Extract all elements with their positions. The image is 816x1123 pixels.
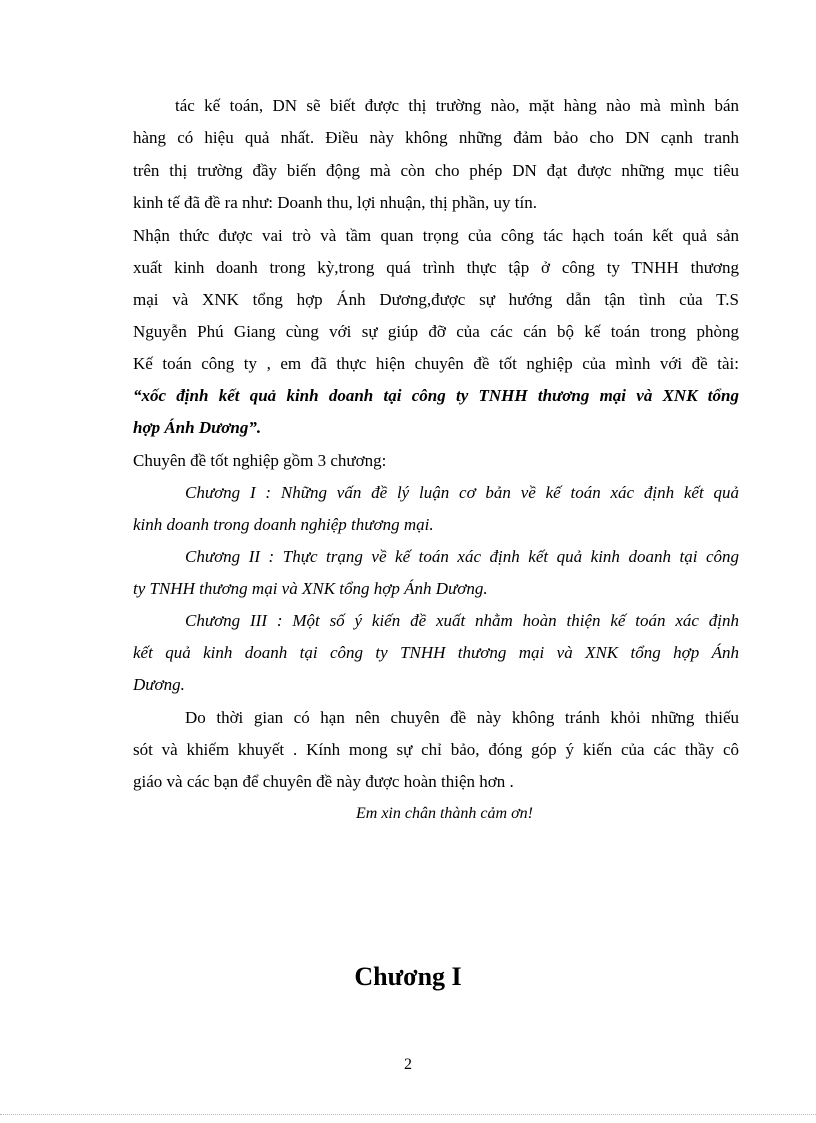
page-bottom-dotted-rule: [0, 1114, 816, 1115]
body-line-5: Nhận thức được vai trò và tầm quan trọng của công tác hạch toán kết quả sản: [133, 226, 739, 245]
body-line-4: kinh tế đã đề ra như: Doanh thu, lợi nhuận, thị phần, uy tín.: [133, 193, 537, 212]
chapter-1-description-line-1: Chương I : Những vấn đề lý luận cơ bản về kế toán xác định kết quả: [185, 483, 739, 502]
thesis-title-line-2: hợp Ánh Dương”.: [133, 418, 262, 437]
body-line-9: Kế toán công ty , em đã thực hiện chuyên đề tốt nghiệp của mình với đề tài:: [133, 354, 739, 373]
chapters-intro: Chuyên đề tốt nghiệp gồm 3 chương:: [133, 451, 387, 470]
body-line-3: trên thị trường đầy biến động mà còn cho phép DN đạt được những mục tiêu: [133, 161, 739, 180]
body-line-2: hàng có hiệu quả nhất. Điều này không những đảm bảo cho DN cạnh tranh: [133, 128, 739, 147]
body-line-6: xuất kinh doanh trong kỳ,trong quá trình thực tập ở công ty TNHH thương: [133, 258, 739, 277]
chapter-3-description-line-3: Dương.: [133, 675, 185, 694]
page-number: 2: [404, 1056, 412, 1073]
thanks-line: Em xin chân thành cảm ơn!: [356, 805, 533, 822]
closing-line-3: giáo và các bạn để chuyên đề này được hoàn thiện hơn .: [133, 772, 514, 791]
body-line-7: mại và XNK tổng hợp Ánh Dương,được sự hướng dẫn tận tình của T.S: [133, 290, 739, 309]
thesis-title-line-1: “xốc định kết quả kinh doanh tại công ty TNHH thương mại và XNK tổng: [133, 386, 739, 405]
chapter-2-description-line-1: Chương II : Thực trạng về kế toán xác định kết quả kinh doanh tại công: [185, 547, 739, 566]
chapter-1-description-line-2: kinh doanh trong doanh nghiệp thương mại.: [133, 515, 434, 534]
chapter-3-description-line-2: kết quả kinh doanh tại công ty TNHH thương mại và XNK tổng hợp Ánh: [133, 643, 739, 662]
chapter-heading: Chương I: [354, 962, 462, 991]
closing-line-2: sót và khiếm khuyết . Kính mong sự chỉ bảo, đóng góp ý kiến của các thầy cô: [133, 740, 739, 759]
closing-line-1: Do thời gian có hạn nên chuyên đề này không tránh khỏi những thiếu: [185, 708, 739, 727]
chapter-2-description-line-2: ty TNHH thương mại và XNK tổng hợp Ánh Dương.: [133, 579, 488, 598]
body-line-1: tác kế toán, DN sẽ biết được thị trường nào, mặt hàng nào mà mình bán: [175, 96, 739, 115]
body-line-8: Nguyễn Phú Giang cùng với sự giúp đỡ của các cán bộ kế toán trong phòng: [133, 322, 739, 341]
chapter-3-description-line-1: Chương III : Một số ý kiến đề xuất nhằm hoàn thiện kế toán xác định: [185, 611, 739, 630]
